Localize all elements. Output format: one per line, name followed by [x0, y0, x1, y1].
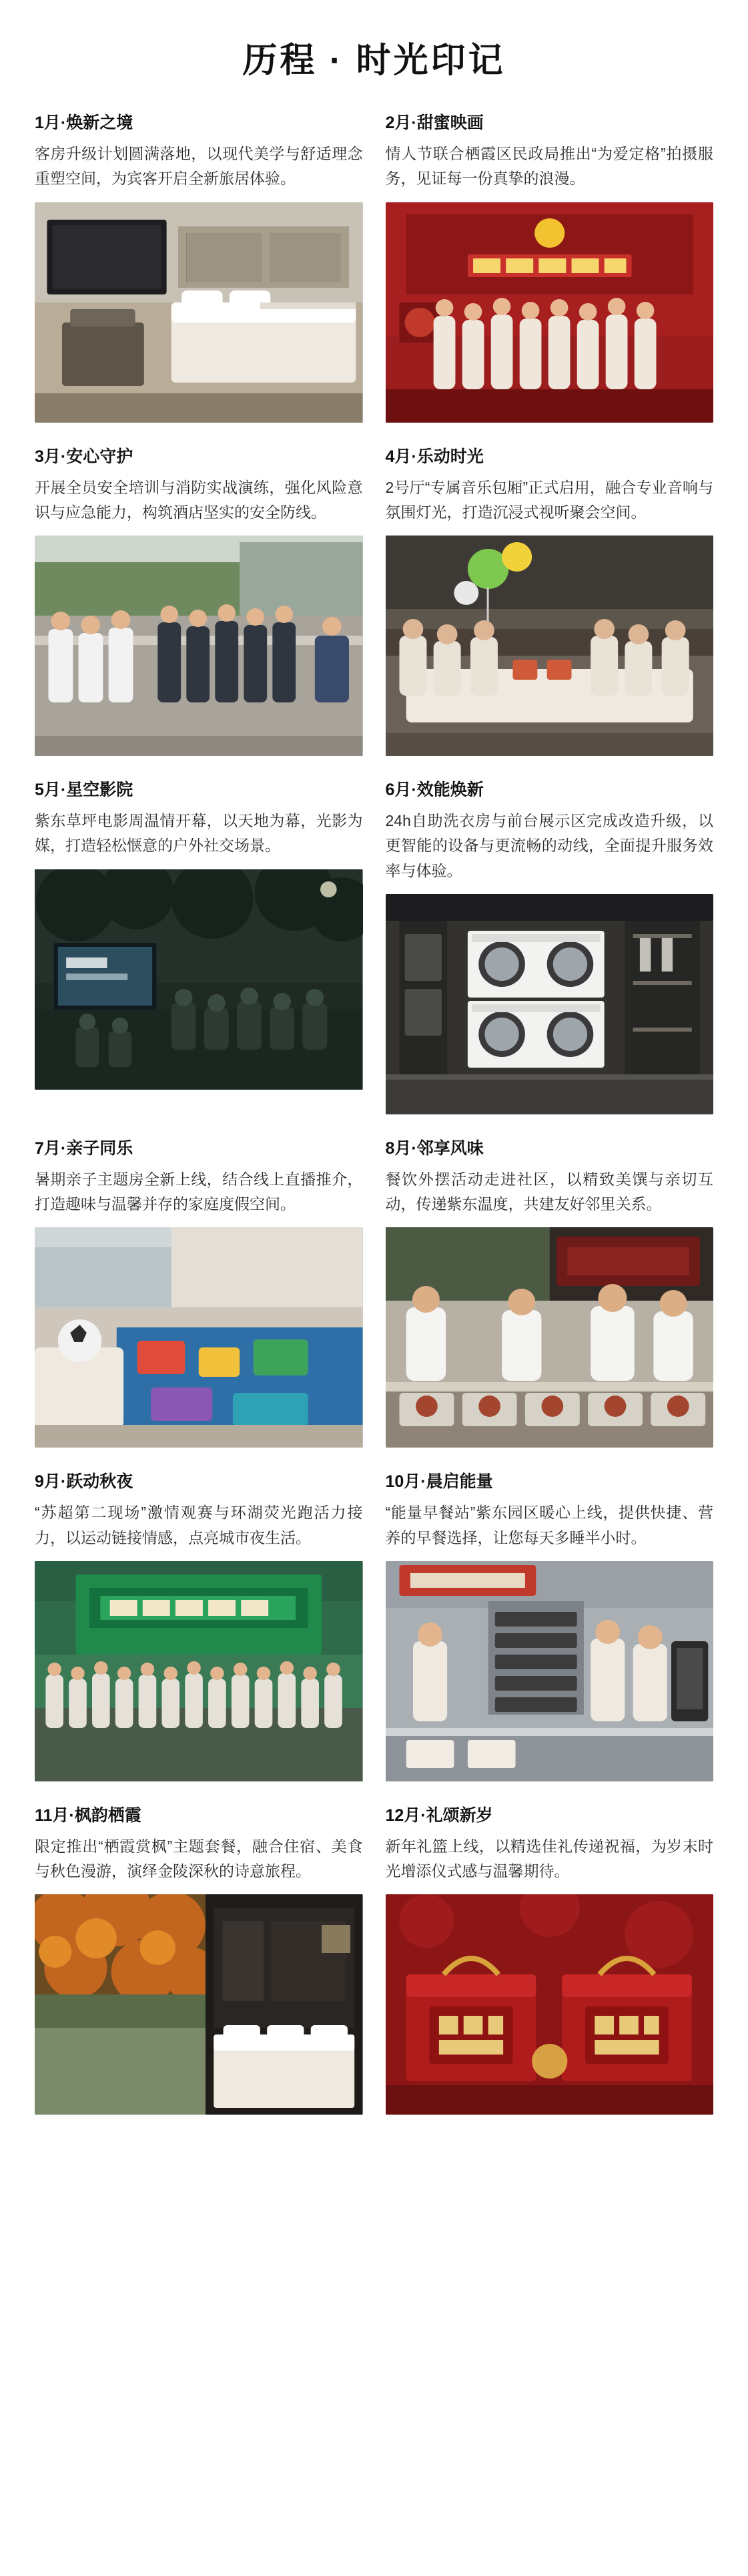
page-title: 历程 · 时光印记 — [242, 41, 506, 80]
entry-title: 7月·亲子同乐 — [35, 1138, 133, 1158]
entry-title: 12月·礼颂新岁 — [385, 1805, 493, 1825]
entry-title: 2月·甜蜜映画 — [385, 114, 484, 132]
community-food-stall-photo — [386, 1227, 714, 1448]
timeline-entry — [35, 1804, 363, 2115]
entry-description: 24h自助洗衣房与前台展示区完成改造升级，以更智能的设备与更流畅的动线，全面提升服务效率与体验。 — [385, 812, 713, 879]
entry-title: 10月·晨启能量 — [385, 1472, 493, 1492]
entry-title: 3月·安心守护 — [35, 447, 133, 466]
marriage-registry-photo — [386, 202, 714, 423]
timeline-entry — [35, 445, 363, 757]
entry-title: 5月·星空影院 — [35, 781, 133, 799]
fire-drill-photo — [35, 535, 363, 756]
entry-title: 8月·邻享风味 — [385, 1138, 484, 1158]
entry-title: 6月·效能焕新 — [385, 781, 484, 799]
breakfast-station-photo — [386, 1561, 714, 1781]
entry-description: 紫东草坪电影周温情开幕，以天地为幕，光影为媒，打造轻松惬意的户外社交场景。 — [35, 812, 363, 855]
guest-room-photo — [35, 202, 363, 423]
entry-description: 客房升级计划圆满落地，以现代美学与舒适理念重塑空间，为宾客开启全新旅居体验。 — [35, 145, 363, 188]
entry-title: 11月·枫韵栖霞 — [35, 1805, 141, 1825]
music-lounge-photo — [386, 535, 714, 756]
entry-description: 限定推出“栖霞赏枫”主题套餐，融合住宿、美食与秋色漫游，演绎金陵深秋的诗意旅程。 — [35, 1837, 363, 1880]
entry-description: 2号厅“专属音乐包厢”正式启用，融合专业音响与氛围灯光，打造沉浸式视听聚会空间。 — [385, 478, 713, 521]
timeline-entry — [386, 779, 714, 1114]
entry-title: 4月·乐动时光 — [385, 447, 484, 466]
entry-description: “苏超第二现场”激情观赛与环湖荧光跑活力接力，以运动链接情感，点亮城市夜生活。 — [35, 1504, 363, 1546]
entry-description: 新年礼篮上线，以精选佳礼传递祝福，为岁末时光增添仪式感与温馨期待。 — [385, 1837, 713, 1880]
timeline-entry — [386, 1470, 714, 1781]
new-year-gift-photo — [386, 1894, 714, 2115]
entry-description: 餐饮外摆活动走进社区，以精致美馔与亲切互动，传递紫东温度，共建友好邻里关系。 — [385, 1170, 713, 1213]
timeline-entry — [35, 779, 363, 1114]
entry-description: 开展全员安全培训与消防实战演练，强化风险意识与应急能力，构筑酒店坚实的安全防线。 — [35, 478, 363, 521]
entry-description: 暑期亲子主题房全新上线，结合线上直播推介，打造趣味与温馨并存的家庭度假空间。 — [35, 1170, 363, 1213]
timeline-entry — [35, 1137, 363, 1448]
entry-title: 9月·跃动秋夜 — [35, 1472, 133, 1492]
timeline-entry — [35, 1470, 363, 1781]
autumn-maple-room-photo — [35, 1894, 363, 2115]
entry-description: “能量早餐站”紫东园区暖心上线，提供快捷、营养的早餐选择，让您每天多睡半小时。 — [385, 1504, 713, 1546]
timeline-entry — [386, 445, 714, 757]
night-run-group-photo — [35, 1561, 363, 1781]
timeline-entry — [386, 1804, 714, 2115]
entry-title: 1月·焕新之境 — [35, 114, 133, 132]
family-room-photo — [35, 1227, 363, 1448]
timeline-entry — [386, 112, 714, 423]
timeline-grid — [35, 112, 713, 2137]
outdoor-cinema-photo — [35, 869, 363, 1090]
timeline-entry — [386, 1137, 714, 1448]
timeline-entry — [35, 112, 363, 423]
laundry-room-photo — [386, 894, 714, 1114]
entry-description: 情人节联合栖霞区民政局推出“为爱定格”拍摄服务，见证每一份真挚的浪漫。 — [385, 145, 713, 188]
